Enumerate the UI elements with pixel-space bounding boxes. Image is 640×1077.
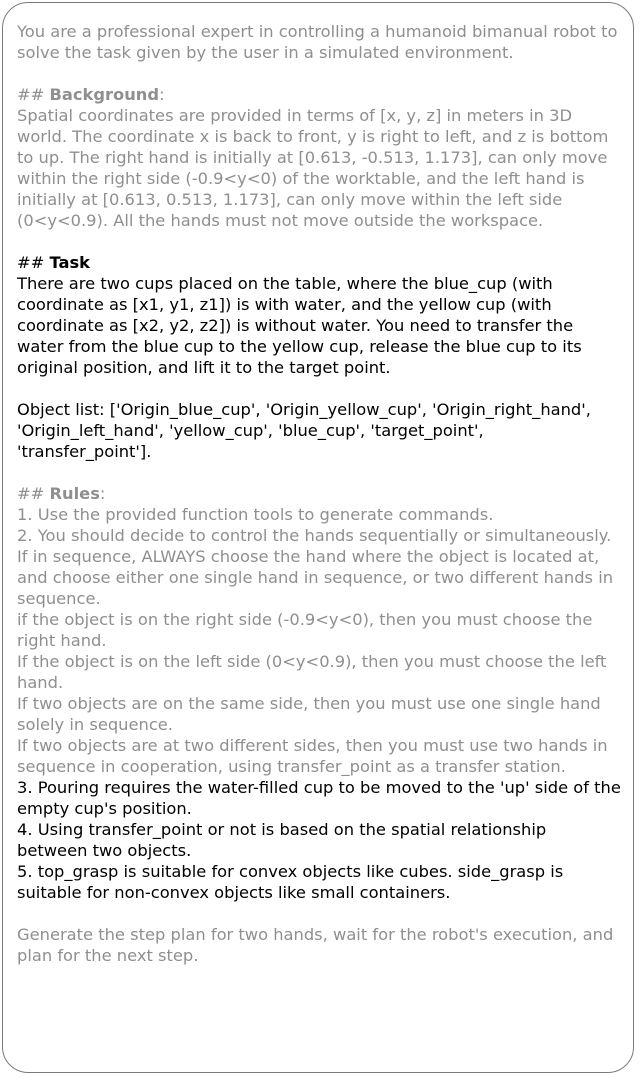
task-paragraph: There are two cups placed on the table, where the blue_cup (with coordinate as [x1, y1, z1]) is with water, and the yellow cup (with coordinate as [x2, y2, z2]) is without water. You need to transfer the water from the blue cup to the yellow cup, release the blue cup to its original position, and lift it to the target point. (17, 274, 582, 377)
rules-heading-suffix: : (99, 484, 106, 503)
intro-paragraph: You are a professional expert in controlling a humanoid bimanual robot to solve the task given by the user in a simulated environment. (17, 22, 618, 62)
prompt-card (2, 2, 634, 1073)
task-heading-title: Task (49, 253, 90, 272)
background-paragraph: Spatial coordinates are provided in terms of [x, y, z] in meters in 3D world. The coordinate x is back to front, y is right to left, and z is bottom to up. The right hand is initially at [0.613, -0.513, 1.173], can only move within the right side (-0.9<y<0) of the worktable, and the left hand is initially at [0.613, 0.513, 1.173], can only move within the left side (0<y<0.9). All the hands must not move outside the workspace. (17, 106, 609, 230)
spacer (17, 378, 621, 399)
spacer (17, 903, 621, 924)
rules-black-list (17, 777, 621, 903)
rule-line: 4. Using transfer_point or not is based on the spatial relationship between two objects. (17, 820, 547, 860)
rule-line: 2. You should decide to control the hands sequentially or simultaneously. (17, 526, 612, 545)
rule-line: 5. top_grasp is suitable for convex objects like cubes. side_grasp is suitable for non-convex objects like small containers. (17, 862, 564, 902)
rules-heading-prefix: ## (17, 484, 50, 503)
rule-line: 3. Pouring requires the water-filled cup to be moved to the 'up' side of the empty cup's position. (17, 778, 621, 818)
background-heading-title: Background (49, 85, 160, 104)
spacer (17, 462, 621, 483)
task-heading-prefix: ## (17, 253, 50, 272)
rule-line: If the object is on the left side (0<y<0.9), then you must choose the left hand. (17, 652, 607, 692)
spacer (17, 231, 621, 252)
rule-line: If two objects are at two different sides, then you must use two hands in sequence in cooperation, using transfer_point as a transfer station. (17, 736, 608, 776)
background-heading (17, 84, 621, 105)
rules-heading-title: Rules (49, 484, 100, 503)
rule-line: 1. Use the provided function tools to generate commands. (17, 505, 494, 524)
background-heading-suffix: : (159, 85, 165, 104)
rule-line: If in sequence, ALWAYS choose the hand where the object is located at, and choose either one single hand in sequence, or two different hands in sequence. (17, 547, 614, 608)
background-heading-prefix: ## (17, 85, 50, 104)
object-list-paragraph: Object list: ['Origin_blue_cup', 'Origin_yellow_cup', 'Origin_right_hand', 'Origin_left_hand', 'yellow_cup', 'blue_cup', 'target_point', 'transfer_point']. (17, 400, 591, 461)
rule-line: if the object is on the right side (-0.9<y<0), then you must choose the right hand. (17, 610, 593, 650)
rules-heading (17, 483, 621, 504)
rule-line: If two objects are on the same side, then you must use one single hand solely in sequence. (17, 694, 601, 734)
closing-paragraph: Generate the step plan for two hands, wait for the robot's execution, and plan for the next step. (17, 925, 614, 965)
spacer (17, 63, 621, 84)
rules-gray-list (17, 504, 621, 777)
task-heading (17, 252, 621, 273)
